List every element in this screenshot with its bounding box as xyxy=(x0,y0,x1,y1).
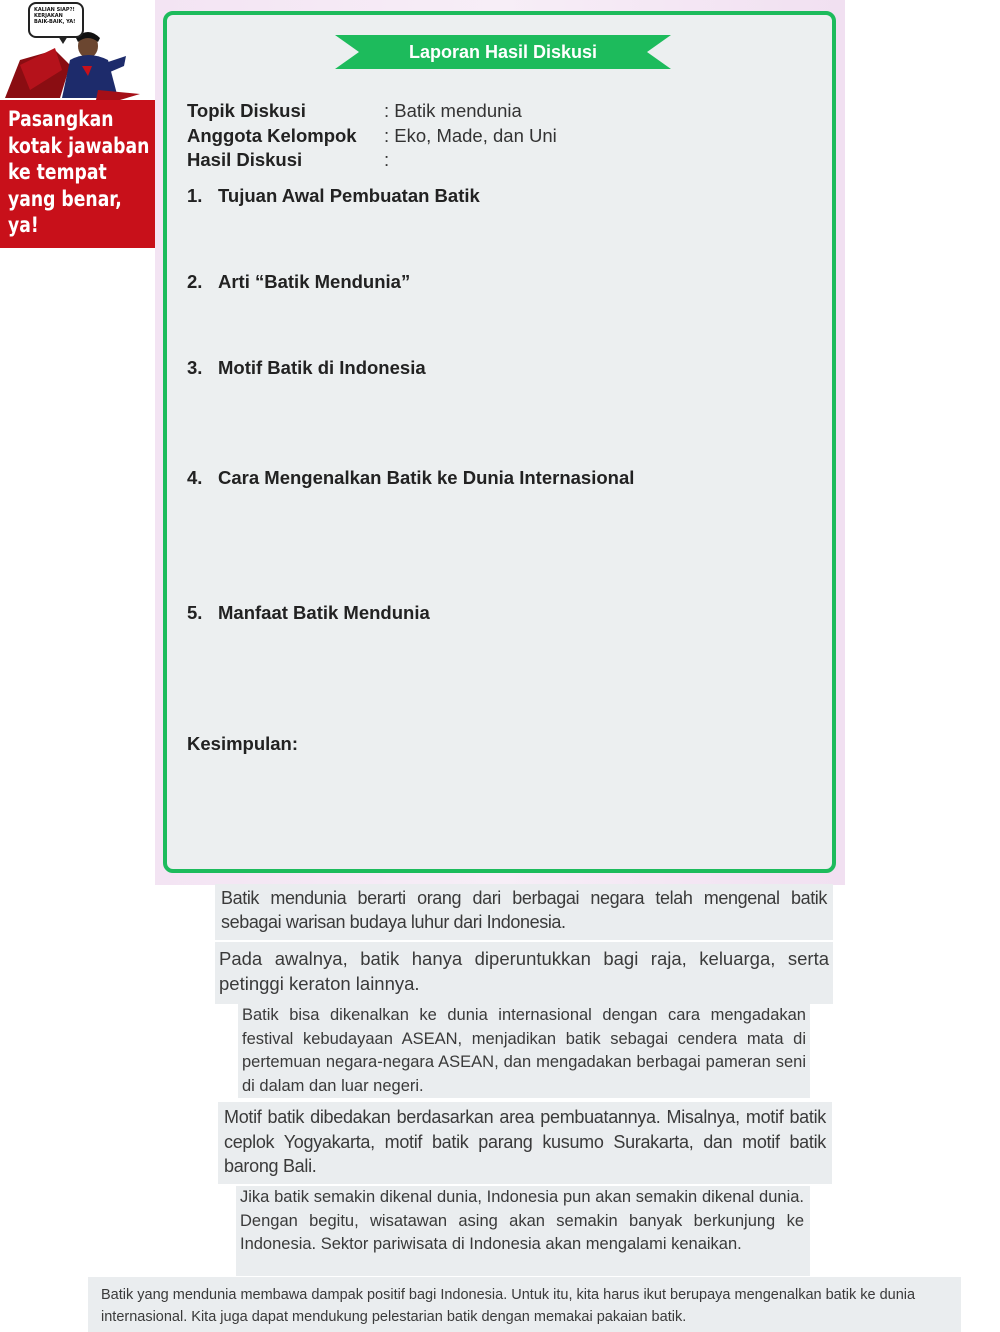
answer-card[interactable]: Jika batik semakin dikenal dunia, Indonesia pun akan semakin dikenal dunia. Dengan begitu, wisatawan asing akan semakin banyak berkunjung ke Indonesia. Sektor pariwisata di Indonesia akan mengalami kenaikan. xyxy=(236,1186,810,1276)
instruction-line: Pasangkan xyxy=(8,107,114,131)
meta-label: Topik Diskusi xyxy=(187,100,306,121)
answer-card[interactable]: Pada awalnya, batik hanya diperuntukkan bagi raja, keluarga, serta petinggi keraton lainnya. xyxy=(215,942,833,1004)
section-heading-3: 3. Motif Batik di Indonesia xyxy=(187,357,426,378)
instruction-line: kotak jawaban xyxy=(8,133,150,158)
instruction-line: yang benar, xyxy=(8,186,122,211)
section-heading-1: 1. Tujuan Awal Pembuatan Batik xyxy=(187,185,480,206)
conclusion-label: Kesimpulan: xyxy=(187,733,299,754)
answer-card[interactable]: Batik bisa dikenalkan ke dunia internasional dengan cara mengadakan festival kebudayaan ASEAN, menjadikan batik sebagai cendera mata di pertemuan negara-negara ASEAN, dan mengadakan berbagai pameran seni di dalam dan luar negeri. xyxy=(238,1004,810,1098)
instruction-line: ke tempat xyxy=(8,160,107,184)
instruction-panel xyxy=(0,100,155,248)
meta-value: : xyxy=(384,149,390,170)
report-title: Laporan Hasil Diskusi xyxy=(408,42,598,62)
speech-bubble-tail xyxy=(58,36,68,44)
mascot-image xyxy=(0,0,155,100)
answer-card[interactable]: Batik mendunia berarti orang dari berbagai negara telah mengenal batik sebagai warisan budaya luhur dari Indonesia. xyxy=(215,884,833,940)
section-heading-4: 4. Cara Mengenalkan Batik ke Dunia Internasional xyxy=(187,467,635,488)
instruction-line: ya! xyxy=(8,213,39,237)
title-banner xyxy=(335,35,671,69)
speech-bubble: KALIAN SIAP?! KERJAKAN BAIK-BAIK, YA! xyxy=(28,2,84,38)
section-heading-5: 5. Manfaat Batik Mendunia xyxy=(187,602,430,623)
answer-card[interactable]: Motif batik dibedakan berdasarkan area pembuatannya. Misalnya, motif batik ceplok Yogyakarta, motif batik parang kusumo Surakarta, dan motif batik barong Bali. xyxy=(218,1102,832,1184)
report-card xyxy=(163,11,836,873)
meta-value: : Eko, Made, dan Uni xyxy=(384,125,557,146)
meta-label: Hasil Diskusi xyxy=(187,149,303,170)
meta-label: Anggota Kelompok xyxy=(187,125,357,146)
answer-card[interactable]: Batik yang mendunia membawa dampak positif bagi Indonesia. Untuk itu, kita harus ikut berupaya mengenalkan batik ke dunia internasional. Kita juga dapat mendukung pelestarian batik dengan memakai pakaian batik. xyxy=(88,1277,961,1332)
section-heading-2: 2. Arti “Batik Mendunia” xyxy=(187,271,411,292)
meta-value: : Batik mendunia xyxy=(384,100,522,121)
